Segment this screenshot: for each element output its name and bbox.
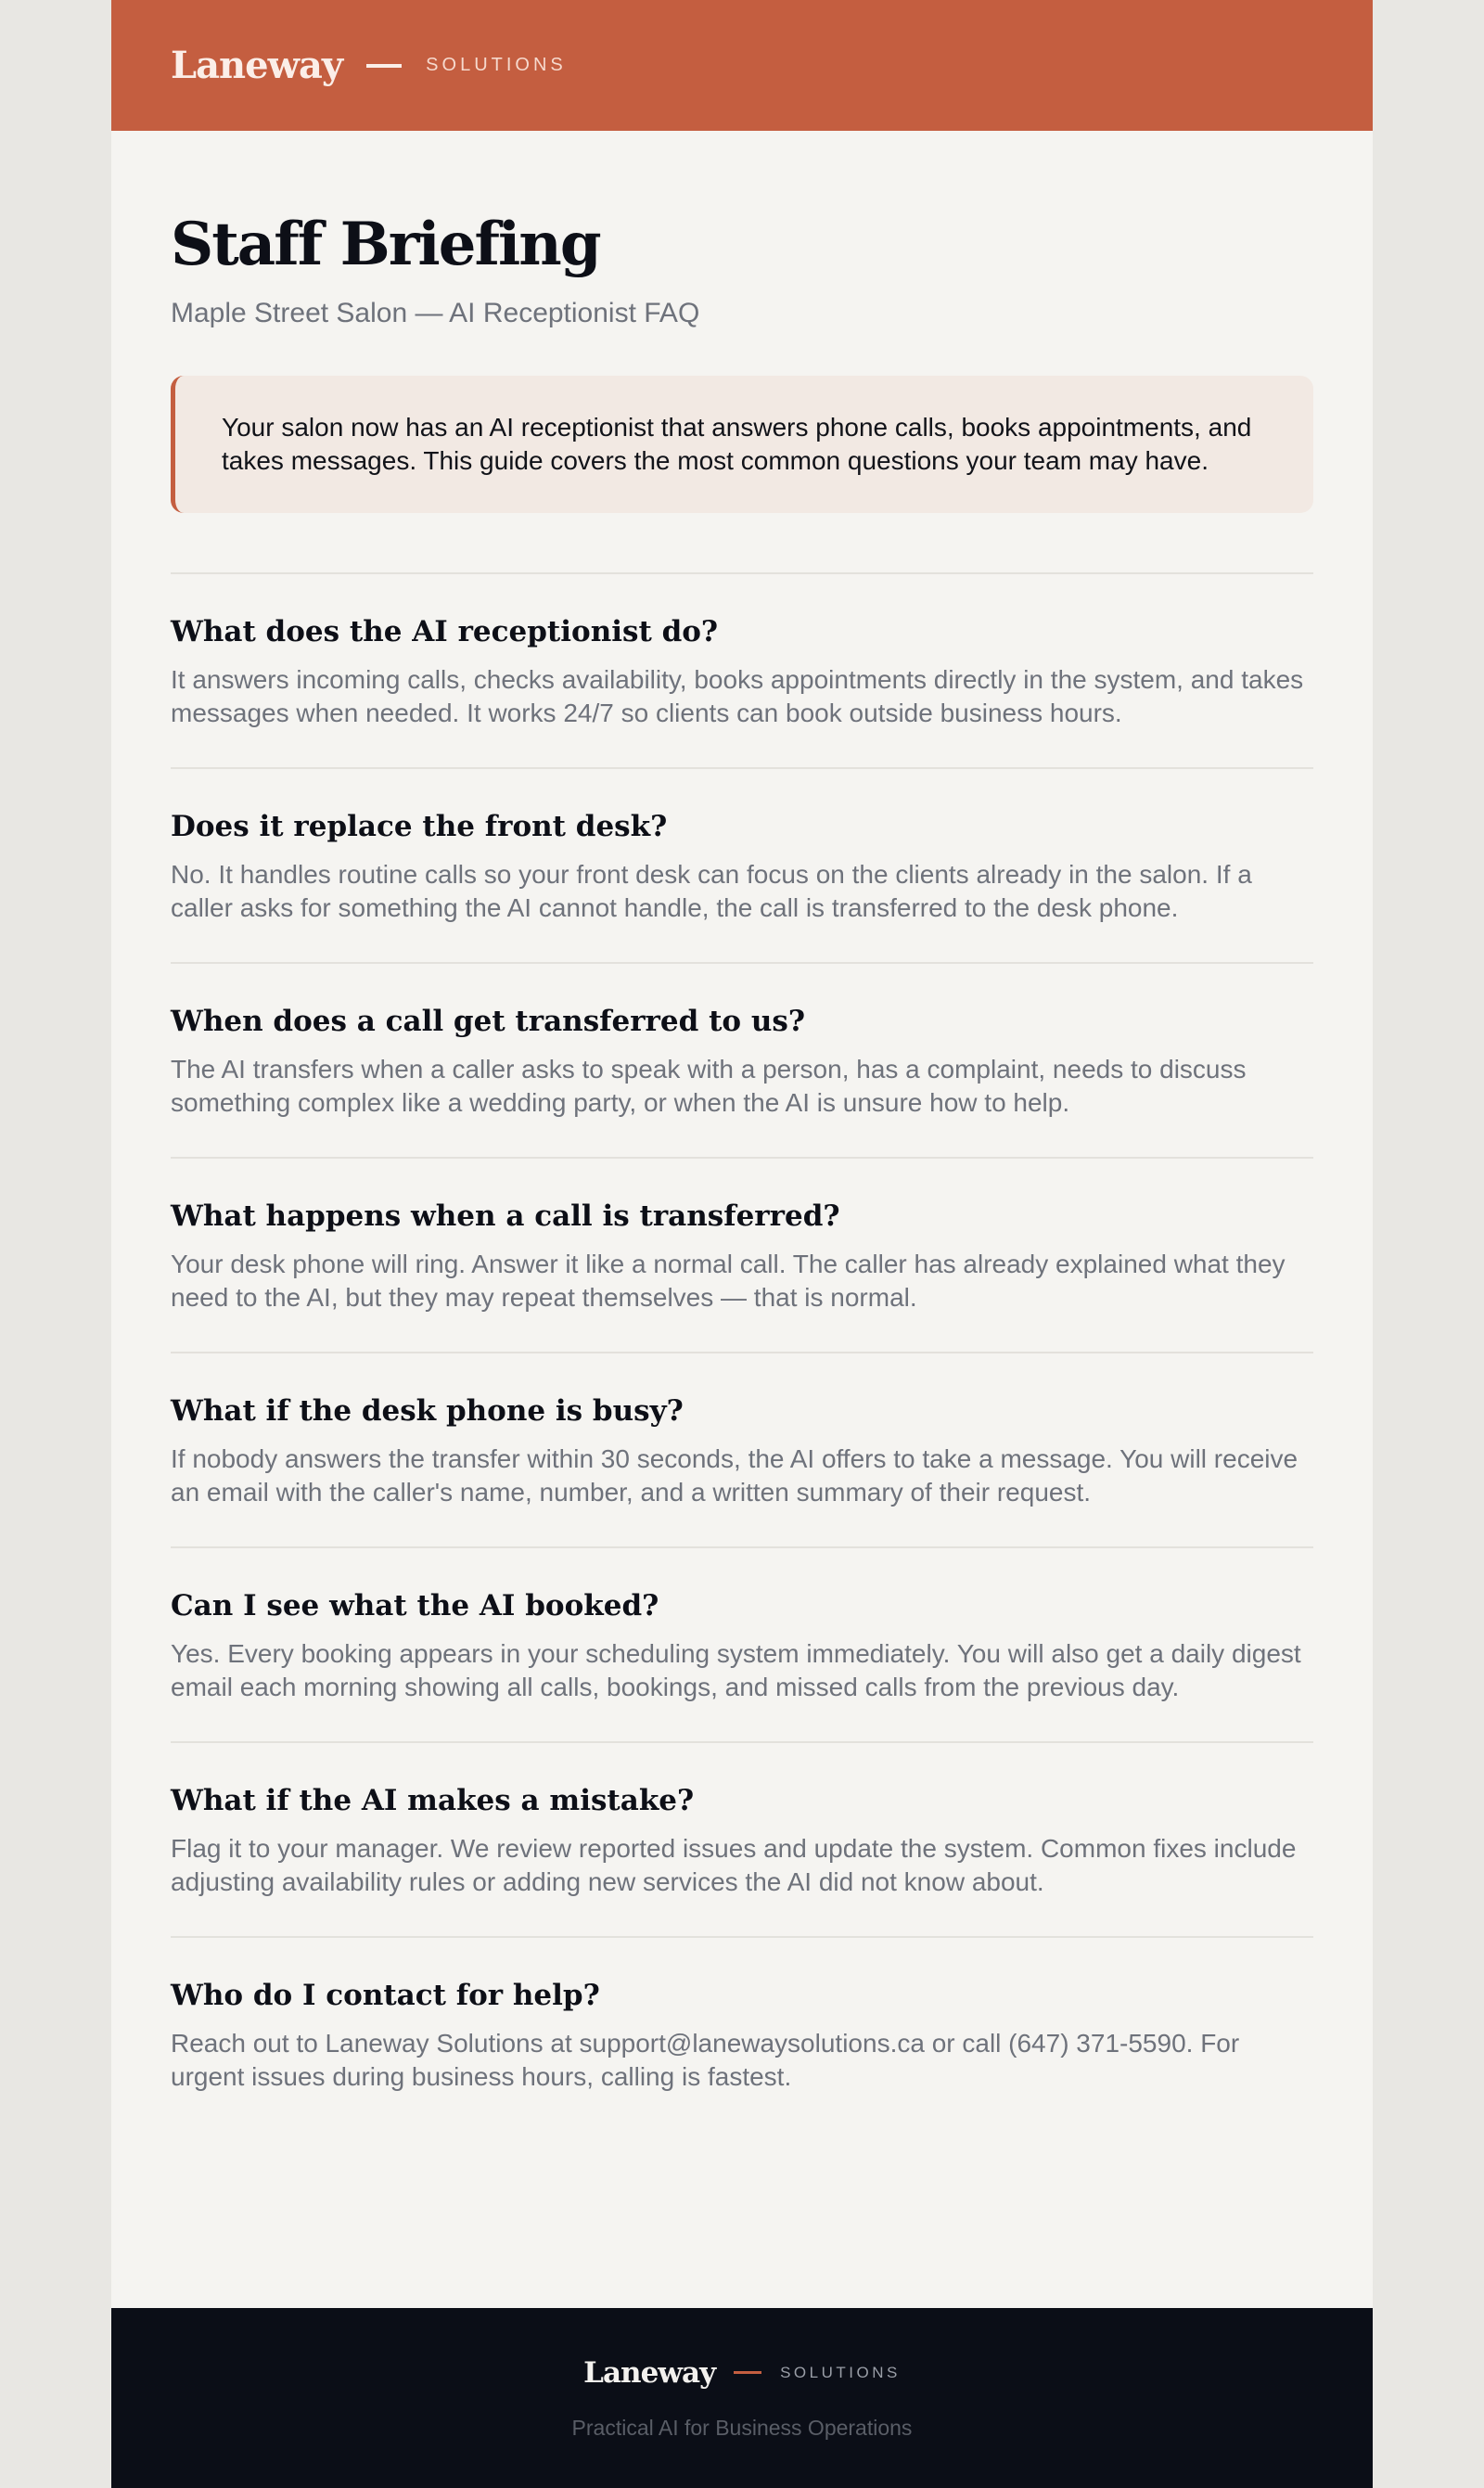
faq-question: What if the AI makes a mistake? [171,1783,695,1817]
faq-item [171,964,1313,1159]
footer-brand-tagline: SOLUTIONS [780,2363,901,2381]
faq-question: When does a call get transferred to us? [171,1004,806,1038]
page-subtitle: Maple Street Salon — AI Receptionist FAQ [171,297,700,328]
faq-item [171,1353,1313,1548]
faq-list [171,572,1313,2131]
faq-item [171,1548,1313,1743]
header-banner [111,0,1373,131]
footer-brand [583,2356,901,2390]
brand-tagline: SOLUTIONS [426,55,567,75]
faq-answer: If nobody answers the transfer within 30 seconds, the AI offers to take a message. You will receive an email with the caller's name, number, and a written summary of their request. [171,1443,1298,1507]
faq-question: What does the AI receptionist do? [171,614,719,648]
faq-item [171,1743,1313,1938]
faq-answer: The AI transfers when a caller asks to speak with a person, has a complaint, needs to discuss something complex like a wedding party, or when the AI is unsure how to help. [171,1054,1247,1117]
faq-answer: Yes. Every booking appears in your scheduling system immediately. You will also get a daily digest email each morning showing all calls, bookings, and missed calls from the previous day. [171,1638,1301,1701]
intro-callout: Your salon now has an AI receptionist that answers phone calls, books appointments, and takes messages. This guide covers the most common questions your team may have. [171,376,1313,513]
faq-question: What happens when a call is transferred? [171,1199,840,1233]
faq-answer: Flag it to your manager. We review reported issues and update the system. Common fixes include adjusting availability rules or adding new services the AI did not know about. [171,1833,1297,1896]
faq-question: Can I see what the AI booked? [171,1588,659,1622]
faq-item [171,574,1313,769]
page-title: Staff Briefing [171,210,600,279]
faq-answer: Reach out to Laneway Solutions at support@lanewaysolutions.ca or call (647) 371-5590. For urgent issues during business hours, calling is fastest. [171,2028,1240,2091]
footer [111,2308,1373,2488]
faq-item [171,769,1313,964]
footer-brand-logo: Laneway [583,2355,716,2390]
faq-answer: Your desk phone will ring. Answer it like a normal call. The caller has already explained what they need to the AI, but they may repeat themselves — that is normal. [171,1249,1286,1312]
faq-answer: It answers incoming calls, checks availability, books appointments directly in the system, and takes messages when needed. It works 24/7 so clients can book outside business hours. [171,664,1304,727]
footer-subtitle: Practical AI for Business Operations [571,2415,913,2440]
brand-logo: Laneway [171,44,343,87]
footer-brand-divider [734,2371,761,2374]
faq-answer: No. It handles routine calls so your front desk can focus on the clients already in the salon. If a caller asks for something the AI cannot handle, the call is transferred to the desk phone. [171,859,1252,922]
brand-divider [366,64,402,68]
page [111,0,1373,2488]
faq-question: Does it replace the front desk? [171,809,668,843]
faq-item [171,1938,1313,2131]
faq-item [171,1159,1313,1353]
main-content [111,131,1373,2131]
faq-question: Who do I contact for help? [171,1978,600,2012]
faq-question: What if the desk phone is busy? [171,1393,684,1428]
